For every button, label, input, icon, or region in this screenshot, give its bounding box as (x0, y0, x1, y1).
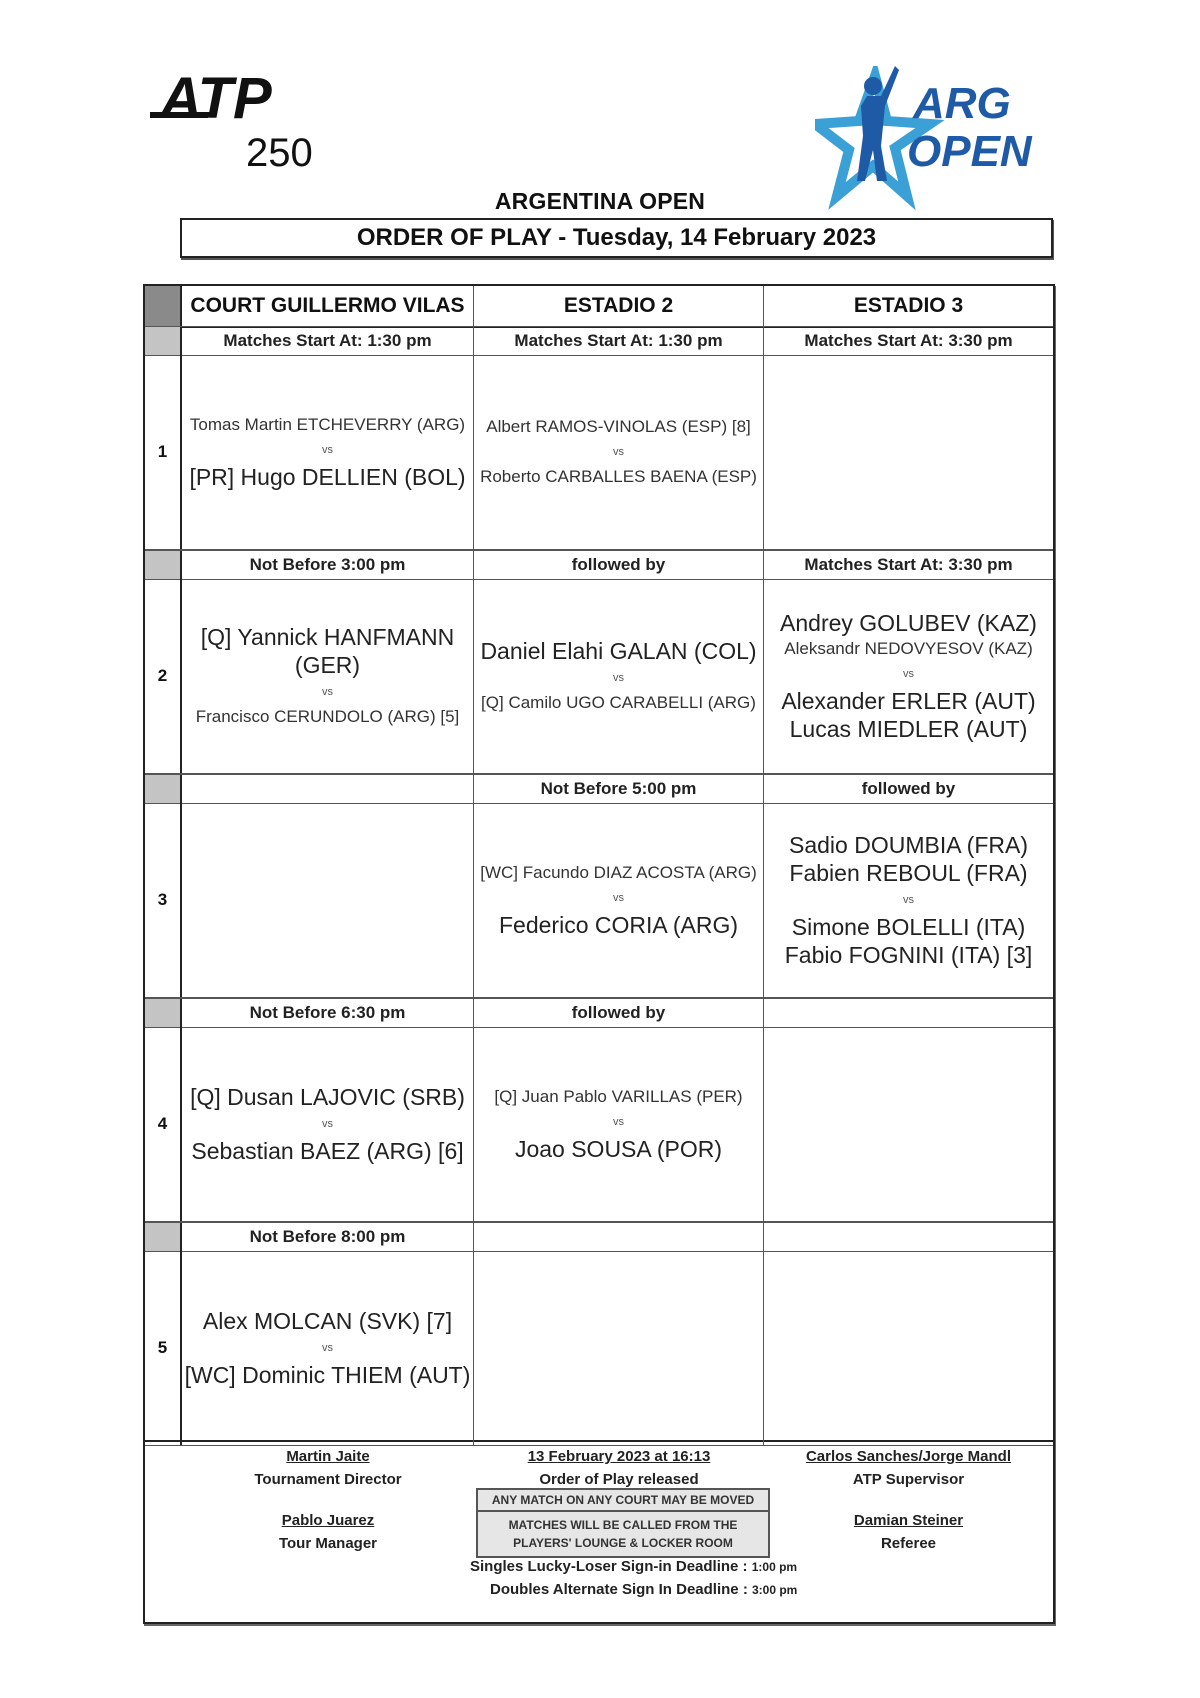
match-order-number: 3 (145, 802, 182, 997)
player-name: [WC] Dominic THIEM (AUT) (184, 1361, 471, 1388)
vs-label: vs (322, 685, 333, 698)
referee-role: Referee (880, 1535, 937, 1552)
match-cell (474, 354, 764, 549)
player-name: Simone BOLELLI (ITA) (791, 913, 1026, 940)
referee-block (764, 1512, 1053, 1552)
match-order-number: 5 (145, 1250, 182, 1445)
supervisor-name: Carlos Sanches/Jorge Mandl (805, 1448, 1012, 1465)
time-band-row (145, 550, 1053, 580)
player-name: Joao SOUSA (POR) (514, 1135, 723, 1162)
player-name: Andrey GOLUBEV (KAZ) (780, 609, 1037, 636)
player-name: Sebastian BAEZ (ARG) [6] (191, 1137, 464, 1164)
match-cell (474, 1250, 764, 1445)
player-name: [Q] Dusan LAJOVIC (SRB) (190, 1083, 465, 1110)
referee-name: Damian Steiner (853, 1512, 964, 1529)
player-name: [PR] Hugo DELLIEN (BOL) (189, 463, 466, 490)
doubles-deadline (490, 1581, 797, 1598)
vs-label: vs (903, 893, 914, 906)
player-name: Albert RAMOS-VINOLAS (ESP) [8] (486, 416, 751, 436)
match-order-number: 1 (145, 354, 182, 549)
release-block (474, 1448, 764, 1488)
match-row (145, 1250, 1053, 1446)
player-name: Tomas Martin ETCHEVERRY (ARG) (189, 414, 466, 434)
singles-deadline-time: 1:00 pm (751, 1560, 798, 1574)
match-cell (764, 1250, 1053, 1445)
player-name: Lucas MIEDLER (AUT) (789, 715, 1028, 742)
tournament-director-name: Martin Jaite (286, 1448, 370, 1465)
player-name: [Q] Yannick HANFMANN (GER) (200, 623, 455, 678)
player-name: Alexander ERLER (AUT) (781, 687, 1036, 714)
notice-called-from (478, 1512, 768, 1556)
atp-logo-250: 250 (246, 131, 313, 172)
player-name: Roberto CARBALLES BAENA (ESP) (480, 466, 757, 486)
court-header-row (145, 286, 1053, 328)
player-name: Francisco CERUNDOLO (ARG) [5] (195, 706, 460, 726)
match-cell (764, 354, 1053, 549)
time-band-row (145, 774, 1053, 804)
match-cell (474, 578, 764, 773)
release-label: Order of Play released (539, 1471, 699, 1488)
vs-label: vs (613, 891, 624, 904)
player-name: Fabien REBOUL (FRA) (789, 859, 1028, 886)
match-cell (182, 354, 474, 549)
supervisor-role: ATP Supervisor (852, 1471, 965, 1488)
vs-label: vs (322, 1117, 333, 1130)
court-header: COURT GUILLERMO VILAS (182, 286, 474, 326)
order-of-play-title: ORDER OF PLAY - Tuesday, 14 February 2023 (180, 218, 1053, 258)
player-name: Federico CORIA (ARG) (499, 911, 738, 938)
match-cell (474, 1026, 764, 1221)
start-time-cell (764, 999, 1053, 1027)
player-name: [Q] Juan Pablo VARILLAS (PER) (494, 1086, 743, 1106)
band-marker (145, 327, 182, 355)
player-name: Fabio FOGNINI (ITA) [3] (784, 941, 1033, 968)
match-row (145, 1026, 1053, 1222)
match-cell (182, 578, 474, 773)
vs-label: vs (322, 443, 333, 456)
vs-label: vs (903, 667, 914, 680)
tour-manager-role: Tour Manager (278, 1535, 378, 1552)
start-time-cell: Not Before 5:00 pm (474, 775, 764, 803)
start-time-cell: Matches Start At: 1:30 pm (182, 327, 474, 355)
match-cell (764, 578, 1053, 773)
start-time-cell: followed by (474, 999, 764, 1027)
start-time-cell: Not Before 3:00 pm (182, 551, 474, 579)
notice-box (476, 1488, 770, 1558)
player-name: Daniel Elahi GALAN (COL) (480, 637, 757, 664)
time-band-row (145, 998, 1053, 1028)
player-name: Sadio DOUMBIA (FRA) (789, 831, 1028, 858)
arg-logo-line2: OPEN (907, 127, 1032, 176)
match-row (145, 802, 1053, 998)
start-time-cell: Not Before 6:30 pm (182, 999, 474, 1027)
start-time-cell: Matches Start At: 3:30 pm (804, 331, 1013, 350)
start-time-cell (764, 1223, 1053, 1251)
court-header: ESTADIO 2 (474, 286, 764, 326)
player-name: [Q] Camilo UGO CARABELLI (ARG) (481, 692, 756, 712)
time-band-row (145, 1222, 1053, 1252)
tour-manager-name: Pablo Juarez (281, 1512, 375, 1529)
tour-manager-block (182, 1512, 474, 1552)
vs-label: vs (613, 671, 624, 684)
match-cell (182, 1250, 474, 1445)
arg-logo-line1: ARG (913, 79, 1011, 128)
singles-deadline (470, 1558, 797, 1575)
vs-label: vs (322, 1341, 333, 1354)
match-cell (182, 802, 474, 997)
schedule-table (143, 284, 1055, 1624)
tournament-director-role: Tournament Director (254, 1471, 402, 1488)
player-name: Alex MOLCAN (SVK) [7] (202, 1307, 453, 1334)
vs-label: vs (613, 445, 624, 458)
player-name: Aleksandr NEDOVYESOV (KAZ) (784, 638, 1033, 658)
start-time-cell: followed by (861, 779, 956, 798)
doubles-deadline-time: 3:00 pm (751, 1583, 798, 1597)
match-row (145, 354, 1053, 550)
notice-line: PLAYERS' LOUNGE & LOCKER ROOM (513, 1536, 733, 1550)
start-time-cell: Matches Start At: 3:30 pm (804, 555, 1013, 574)
start-time-cell: Matches Start At: 1:30 pm (474, 327, 764, 355)
start-time-cell (474, 1223, 764, 1251)
singles-deadline-label: Singles Lucky-Loser Sign-in Deadline : (470, 1558, 748, 1575)
release-datetime: 13 February 2023 at 16:13 (527, 1448, 711, 1465)
tournament-director-block (182, 1448, 474, 1488)
match-cell (764, 1026, 1053, 1221)
match-cell (474, 802, 764, 997)
corner-cell (145, 286, 182, 326)
match-cell (182, 1026, 474, 1221)
player-name: [WC] Facundo DIAZ ACOSTA (ARG) (480, 862, 757, 882)
event-title: ARGENTINA OPEN (494, 188, 706, 214)
band-marker (145, 551, 182, 579)
court-header: ESTADIO 3 (853, 294, 964, 317)
start-time-cell: Not Before 8:00 pm (182, 1223, 474, 1251)
doubles-deadline-label: Doubles Alternate Sign In Deadline : (490, 1581, 748, 1598)
notice-matches-moved: ANY MATCH ON ANY COURT MAY BE MOVED (478, 1490, 768, 1512)
band-marker (145, 1223, 182, 1251)
atp-logo-text: ATP (160, 72, 272, 131)
band-marker (145, 775, 182, 803)
atp-250-logo (150, 72, 350, 172)
start-time-cell (182, 775, 474, 803)
start-time-cell: followed by (474, 551, 764, 579)
notice-line: MATCHES WILL BE CALLED FROM THE (508, 1518, 738, 1532)
supervisor-block (764, 1448, 1053, 1488)
match-order-number: 2 (145, 578, 182, 773)
match-row (145, 578, 1053, 774)
match-order-number: 4 (145, 1026, 182, 1221)
match-cell (764, 802, 1053, 997)
footer (145, 1440, 1053, 1624)
band-marker (145, 999, 182, 1027)
time-band-row (145, 326, 1053, 356)
vs-label: vs (613, 1115, 624, 1128)
